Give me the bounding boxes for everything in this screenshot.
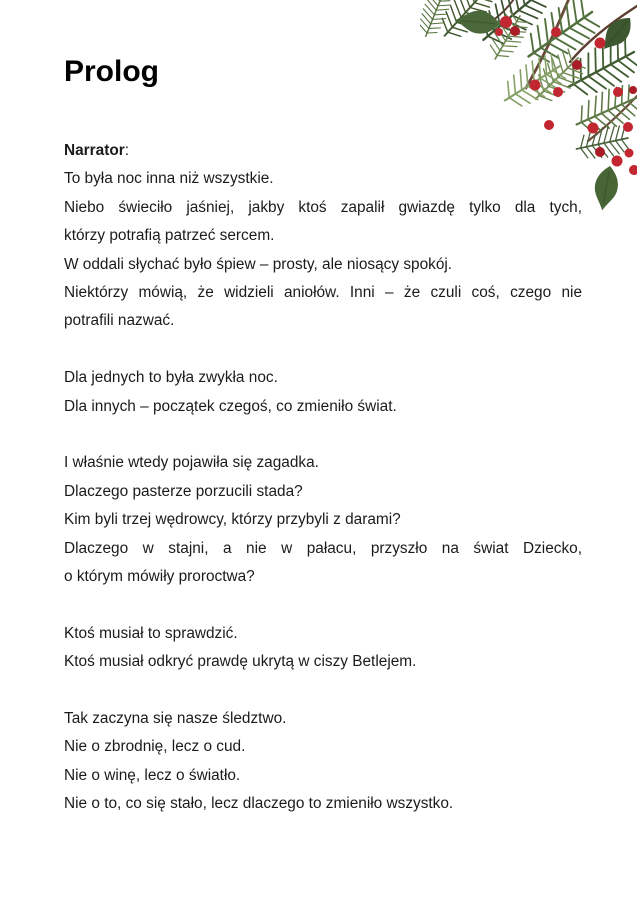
text-line: Niebo świeciło jaśniej, jakby ktoś zapalił gwiazdę tylko dla tych, <box>64 198 582 216</box>
paragraph-group <box>64 705 582 819</box>
text-line: Nie o to, co się stało, lecz dlaczego to zmieniło wszystko. <box>64 795 454 813</box>
paragraph-group <box>64 137 582 336</box>
text-line: Dla innych – początek czegoś, co zmieniło świat. <box>64 397 397 415</box>
text-line: Nie o zbrodnię, lecz o cud. <box>64 738 246 756</box>
text-line: którzy potrafią patrzeć sercem. <box>64 227 275 245</box>
text-line: Dlaczego pasterze porzucili stada? <box>64 482 303 500</box>
text-line: Nie o winę, lecz o światło. <box>64 766 241 784</box>
text-line: Niektórzy mówią, że widzieli aniołów. Inni – że czuli coś, czego nie <box>64 284 582 302</box>
text-line: potrafili nazwać. <box>64 312 175 330</box>
text-line: Dlaczego w stajni, a nie w pałacu, przyszło na świat Dziecko, <box>64 539 582 557</box>
document-content <box>64 55 582 819</box>
text-line: Tak zaczyna się nasze śledztwo. <box>64 710 287 728</box>
paragraph-group <box>64 364 582 421</box>
paragraph-group <box>64 620 582 677</box>
page-title: Prolog <box>64 55 159 88</box>
narrator-line <box>64 137 582 165</box>
text-line: To była noc inna niż wszystkie. <box>64 170 274 188</box>
text-line: o którym mówiły proroctwa? <box>64 568 255 586</box>
narrator-separator: : <box>124 142 130 159</box>
text-line: Dla jednych to była zwykła noc. <box>64 369 278 387</box>
text-line: W oddali słychać było śpiew – prosty, ale niosący spokój. <box>64 255 453 273</box>
narrator-label: Narrator <box>64 142 125 159</box>
text-line: Kim byli trzej wędrowcy, którzy przybyli z darami? <box>64 511 401 529</box>
text-line: Ktoś musiał to sprawdzić. <box>64 624 238 642</box>
text-line: Ktoś musiał odkryć prawdę ukrytą w ciszy Betlejem. <box>64 653 417 671</box>
text-line: I właśnie wtedy pojawiła się zagadka. <box>64 454 319 472</box>
paragraph-group <box>64 449 582 591</box>
